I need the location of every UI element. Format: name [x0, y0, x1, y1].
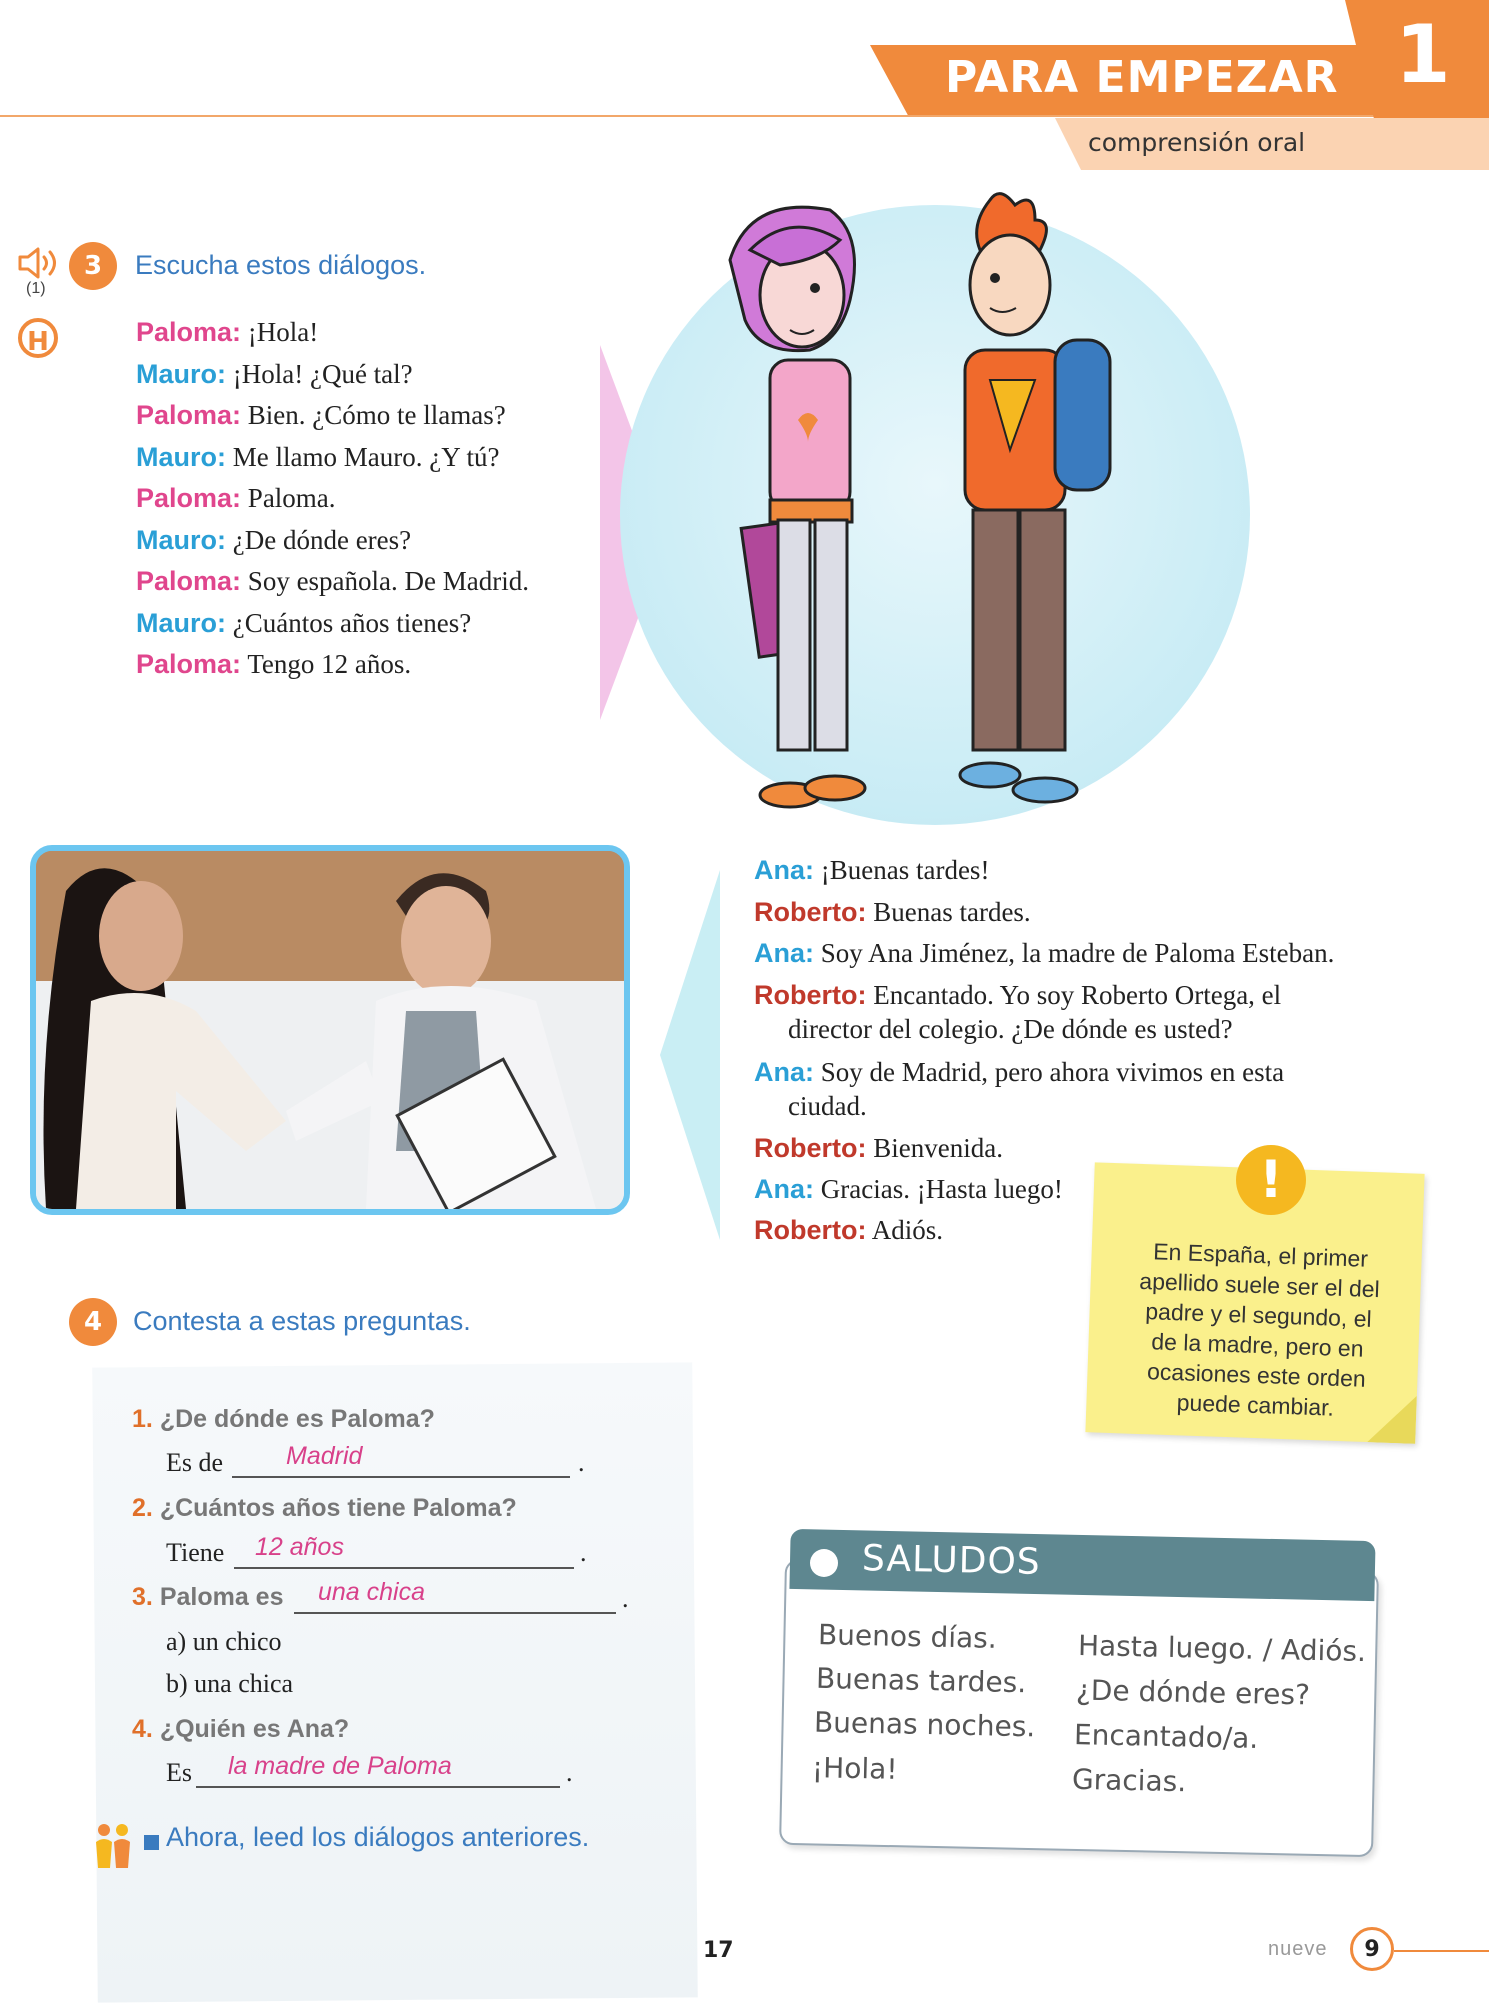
dialogue-line: Mauro: ¡Hola! ¿Qué tal? [136, 359, 413, 389]
answer-lead: Es [166, 1758, 192, 1787]
pointer-wedge-blue [660, 870, 720, 1240]
answer-3: una chica [318, 1578, 426, 1606]
speaker-icon[interactable] [16, 246, 62, 280]
question-3: 3. Paloma es [132, 1583, 284, 1611]
question-2: 2. ¿Cuántos años tiene Paloma? [132, 1494, 517, 1522]
question-1: 1. ¿De dónde es Paloma? [132, 1405, 435, 1433]
greeting: Buenas noches. [813, 1705, 1036, 1744]
greeting: Gracias. [1071, 1762, 1187, 1799]
section-title: PARA EMPEZAR [945, 52, 1339, 103]
option-b[interactable]: b) una chica [166, 1669, 294, 1698]
footer-rule [1394, 1950, 1489, 1952]
answer-lead: Tiene [166, 1538, 225, 1567]
handshake-photo [30, 845, 630, 1215]
dialogue-line: Paloma: Soy española. De Madrid. [136, 566, 529, 596]
page-number: 9 [1350, 1927, 1394, 1971]
dialogue-line: Paloma: Bien. ¿Cómo te llamas? [136, 400, 506, 430]
greeting: Encantado/a. [1073, 1718, 1259, 1755]
dialogue-line: Ana: ¡Buenas tardes! [754, 855, 990, 885]
answer-end: . [566, 1758, 573, 1787]
activity-3-number: 3 [69, 242, 117, 290]
header-rule [0, 115, 1489, 117]
greeting: Hasta luego. / Adiós. [1077, 1628, 1367, 1669]
answer-end: . [578, 1448, 585, 1477]
dialogue-line: Mauro: Me llamo Mauro. ¿Y tú? [136, 442, 500, 472]
activity-4-number: 4 [69, 1298, 117, 1346]
answer-2: 12 años [255, 1533, 344, 1561]
dialogue-line: Paloma: ¡Hola! [136, 317, 319, 347]
teens-illustration [690, 190, 1180, 830]
dialogue-line: Roberto: Encantado. Yo soy Roberto Ortega, el [754, 980, 1282, 1010]
dialogue-line-continuation: ciudad. [788, 1091, 867, 1121]
answer-1: Madrid [286, 1442, 363, 1470]
answer-end: . [622, 1584, 629, 1613]
answer-field-1[interactable] [232, 1446, 570, 1478]
mauro-figure [960, 194, 1110, 802]
h-icon: H [18, 318, 58, 358]
greeting: Buenos días. [817, 1618, 998, 1655]
dialogue-line-continuation: director del colegio. ¿De dónde es usted? [788, 1014, 1233, 1044]
left-page-number: 17 [703, 1938, 734, 1963]
exclamation-icon: ! [1236, 1145, 1306, 1215]
saludos-title: SALUDOS [861, 1538, 1042, 1583]
dialogue-line: Roberto: Bienvenida. [754, 1133, 1003, 1163]
dialogue-line: Ana: Soy de Madrid, pero ahora vivimos en esta [754, 1057, 1285, 1087]
dialogue-line: Roberto: Adiós. [754, 1215, 944, 1245]
dialogue-line: Paloma: Tengo 12 años. [136, 649, 412, 679]
answer-lead: Es de [166, 1448, 224, 1477]
answer-4: la madre de Paloma [228, 1752, 452, 1780]
pair-work-icon [92, 1822, 134, 1870]
option-a[interactable]: a) un chico [166, 1627, 282, 1656]
follow-up-instruction: Ahora, leed los diálogos anteriores. [166, 1822, 590, 1852]
greeting: Buenas tardes. [815, 1661, 1027, 1700]
note-text: En España, el primer apellido suele ser el del padre y el segundo, el de la madre, pero en ocasiones este orden puede cambiar. [1138, 1238, 1381, 1421]
paloma-figure [730, 207, 865, 807]
dialogue-line: Ana: Gracias. ¡Hasta luego! [754, 1174, 1063, 1204]
dialogue-line: Paloma: Paloma. [136, 483, 336, 513]
dialogue-line: Mauro: ¿Cuántos años tienes? [136, 608, 472, 638]
activity-3-title: Escucha estos diálogos. [135, 250, 427, 280]
dialogue-line: Mauro: ¿De dónde eres? [136, 525, 412, 555]
greeting: ¿De dónde eres? [1075, 1673, 1311, 1712]
question-4: 4. ¿Quién es Ana? [132, 1715, 350, 1743]
saludos-bullet [810, 1549, 838, 1577]
dialogue-line: Ana: Soy Ana Jiménez, la madre de Paloma Esteban. [754, 938, 1335, 968]
dialogue-line: Roberto: Buenas tardes. [754, 897, 1031, 927]
greeting: ¡Hola! [811, 1751, 898, 1786]
activity-4-title: Contesta a estas preguntas. [133, 1306, 471, 1336]
page-word: nueve [1268, 1938, 1328, 1960]
section-subtitle: comprensión oral [1088, 128, 1306, 157]
answer-end: . [580, 1538, 587, 1567]
unit-number: 1 [1395, 8, 1451, 101]
bullet-square [144, 1835, 159, 1850]
audio-track-number: (1) [26, 280, 46, 297]
